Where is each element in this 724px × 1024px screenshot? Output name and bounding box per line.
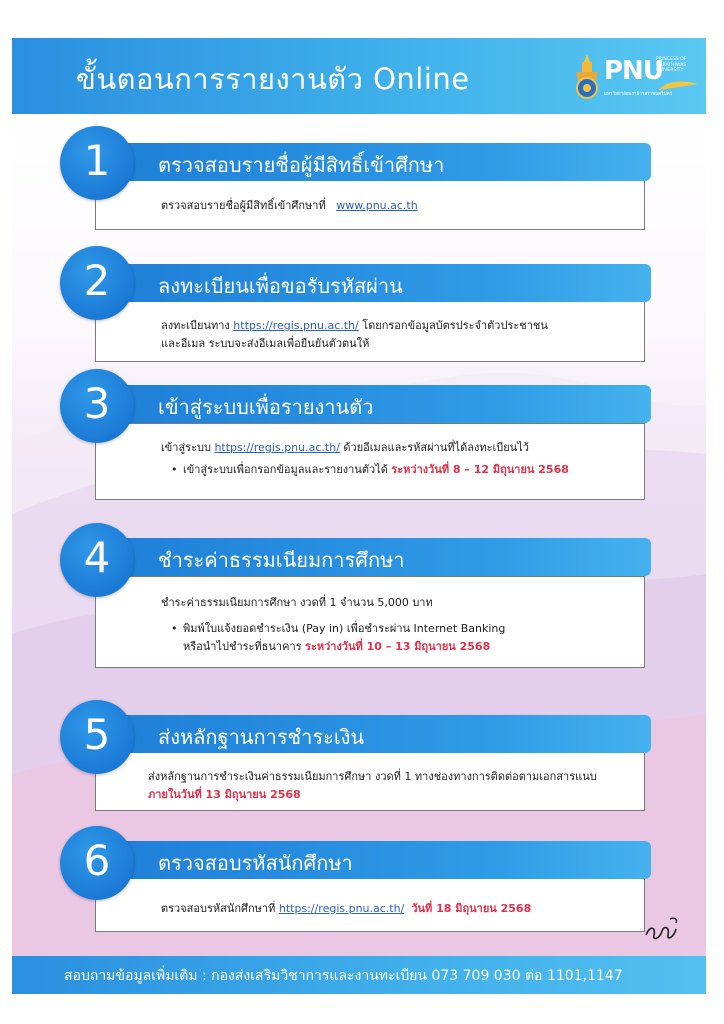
regis-link[interactable]: https://regis.pnu.ac.th/ (278, 902, 405, 915)
step-4-number-circle (60, 523, 134, 597)
step-5-box (95, 752, 645, 811)
step-4-box (95, 576, 645, 668)
step-3-title-bar (126, 385, 651, 423)
step-2-number-circle (60, 246, 134, 320)
contact-info: สอบถามข้อมูลเพิ่มเติม : กองส่งเสริมวิชาการและงานทะเบียน 073 709 030 ต่อ 1101,1147 (64, 968, 623, 984)
step-1-title-bar (126, 143, 651, 181)
step-2-title: ลงทะเบียนเพื่อขอรับรหัสผ่าน (158, 274, 403, 298)
regis-link[interactable]: https://regis.pnu.ac.th/ (214, 441, 340, 454)
step-6-title: ตรวจสอบรหัสนักศึกษา (158, 851, 353, 875)
step-1-box (95, 177, 645, 230)
signature-mark (640, 915, 684, 949)
step-2-description-line1: ลงทะเบียนทาง https://regis.pnu.ac.th/ โดยกรอกข้อมูลบัตรประจำตัวประชาชน (161, 319, 548, 332)
step-6-number-circle (60, 826, 134, 900)
step-2-number: 2 (83, 256, 111, 305)
step-3-number-circle (60, 369, 134, 443)
step-4-number: 4 (83, 533, 111, 582)
step-4-title-bar (126, 538, 651, 576)
footer-banner (12, 956, 706, 994)
step-6-box (95, 878, 645, 932)
regis-link[interactable]: https://regis.pnu.ac.th/ (233, 319, 359, 332)
step-5-title: ส่งหลักฐานการชำระเงิน (158, 725, 365, 749)
step-1-title: ตรวจสอบรายชื่อผู้มีสิทธิ์เข้าศึกษา (158, 153, 445, 177)
crest-icon (570, 52, 604, 100)
step-5-title-bar (126, 715, 651, 753)
website-link[interactable]: www.pnu.ac.th (336, 199, 418, 212)
header-banner (12, 38, 706, 114)
step-3-box (95, 423, 645, 500)
step-1-number: 1 (83, 136, 111, 185)
step-3-description: เข้าสู่ระบบ https://regis.pnu.ac.th/ ด้วยอีเมลและรหัสผ่านที่ได้ลงทะเบียนไว้ (161, 441, 529, 454)
step-4-description: ชำระค่าธรรมเนียมการศึกษา งวดที่ 1 จำนวน 5,000 บาท (161, 596, 433, 609)
logo-tagline: มหาวิทยาลัยนราธิวาสราชนครินทร์ (604, 92, 673, 97)
step-3-bullet: • เข้าสู่ระบบเพื่อกรอกข้อมูลและรายงานตัวได้ ระหว่างวันที่ 8 – 12 มิถุนายน 2568 (171, 463, 569, 476)
pnu-logo (570, 48, 702, 104)
step-1-description: ตรวจสอบรายชื่อผู้มีสิทธิ์เข้าศึกษาที่ www.pnu.ac.th (161, 199, 418, 212)
step-6-title-bar (126, 841, 651, 879)
step-5-number-circle (60, 700, 134, 774)
logo-text: PNU (604, 56, 663, 86)
step-2-box (95, 297, 645, 362)
step-5-number: 5 (83, 710, 111, 759)
step-4-title: ชำระค่าธรรมเนียมการศึกษา (158, 548, 405, 572)
step-4-bullet-line1: • พิมพ์ใบแจ้งยอดชำระเงิน (Pay in) เพื่อชำระผ่าน Internet Banking (171, 622, 506, 635)
step-6-date: วันที่ 18 มิถุนายน 2568 (411, 902, 532, 915)
step-2-title-bar (126, 264, 651, 302)
page-title: ขั้นตอนการรายงานตัว Online (76, 62, 470, 96)
step-2-description-line2: และอีเมล ระบบจะส่งอีเมลเพื่อยืนยันตัวตนให้ (161, 337, 370, 350)
step-5-deadline: ภายในวันที่ 13 มิถุนายน 2568 (148, 788, 301, 801)
step-6-description: ตรวจสอบรหัสนักศึกษาที่ https://regis.pnu.ac.th/ วันที่ 18 มิถุนายน 2568 (161, 902, 532, 915)
step-3-title: เข้าสู่ระบบเพื่อรายงานตัว (158, 395, 374, 419)
step-1-number-circle (60, 126, 134, 200)
step-4-bullet-line2: หรือนำไปชำระที่ธนาคาร ระหว่างวันที่ 10 – 13 มิถุนายน 2568 (183, 640, 491, 653)
step-3-number: 3 (83, 379, 111, 428)
step-3-date-range: ระหว่างวันที่ 8 – 12 มิถุนายน 2568 (391, 463, 569, 476)
step-4-date-range: ระหว่างวันที่ 10 – 13 มิถุนายน 2568 (305, 640, 491, 653)
logo-university-name: PRINCESS OF NARATHIWAS UNIVERSITY (656, 57, 687, 74)
step-6-number: 6 (83, 836, 111, 885)
step-5-description: ส่งหลักฐานการชำระเงินค่าธรรมเนียมการศึกษา งวดที่ 1 ทางช่องทางการติดต่อตามเอกสารแนบ (148, 770, 597, 783)
